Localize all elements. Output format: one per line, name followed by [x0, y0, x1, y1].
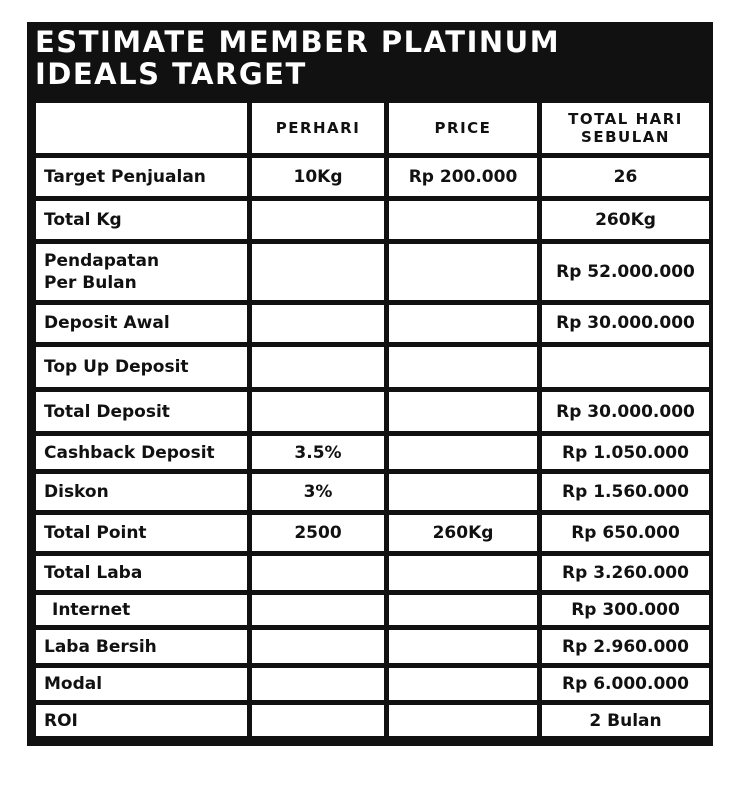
table-row [36, 201, 709, 240]
cell-price [389, 347, 537, 388]
row-label: Total Laba [36, 556, 247, 590]
table-row [36, 630, 709, 663]
cell-total: Rp 300.000 [542, 595, 709, 625]
cell-price [389, 474, 537, 510]
cell-perhari: 3.5% [252, 436, 384, 470]
table-row [36, 158, 709, 196]
cell-price: Rp 200.000 [389, 158, 537, 196]
cell-total: Rp 650.000 [542, 515, 709, 552]
cell-perhari [252, 201, 384, 240]
cell-price [389, 705, 537, 736]
cell-total [542, 347, 709, 388]
row-label: Modal [36, 668, 247, 701]
row-label: Diskon [36, 474, 247, 510]
cell-perhari [252, 392, 384, 431]
cell-price [389, 392, 537, 431]
cell-perhari [252, 556, 384, 590]
cell-perhari [252, 668, 384, 701]
header-total-hari-sebulan: TOTAL HARI SEBULAN [542, 103, 709, 153]
table-row [36, 436, 709, 470]
header-label-column [36, 103, 247, 153]
row-label: Cashback Deposit [36, 436, 247, 470]
cell-price: 260Kg [389, 515, 537, 552]
table-row [36, 347, 709, 388]
table-row [36, 556, 709, 590]
cell-total: Rp 3.260.000 [542, 556, 709, 590]
header-row [36, 103, 709, 153]
cell-perhari: 3% [252, 474, 384, 510]
row-label: Pendapatan Per Bulan [36, 244, 247, 300]
row-label: ROI [36, 705, 247, 736]
cell-perhari [252, 630, 384, 663]
cell-total: Rp 30.000.000 [542, 305, 709, 342]
table-row [36, 705, 709, 736]
cell-total: Rp 30.000.000 [542, 392, 709, 431]
table-row [36, 474, 709, 510]
cell-price [389, 556, 537, 590]
cell-total: Rp 1.050.000 [542, 436, 709, 470]
estimate-table [31, 98, 714, 741]
cell-total: Rp 52.000.000 [542, 244, 709, 300]
table-row [36, 244, 709, 300]
row-label: Deposit Awal [36, 305, 247, 342]
table-row [36, 305, 709, 342]
row-label: Laba Bersih [36, 630, 247, 663]
estimate-sheet [27, 22, 713, 746]
cell-total: 260Kg [542, 201, 709, 240]
cell-price [389, 595, 537, 625]
row-label: Target Penjualan [36, 158, 247, 196]
cell-total: Rp 6.000.000 [542, 668, 709, 701]
header-price: PRICE [389, 103, 537, 153]
table-row [36, 515, 709, 552]
header-perhari: PERHARI [252, 103, 384, 153]
cell-perhari [252, 244, 384, 300]
cell-price [389, 201, 537, 240]
cell-total: Rp 1.560.000 [542, 474, 709, 510]
cell-perhari [252, 595, 384, 625]
cell-total: 26 [542, 158, 709, 196]
cell-price [389, 668, 537, 701]
cell-perhari [252, 705, 384, 736]
row-label: Total Kg [36, 201, 247, 240]
table-row [36, 595, 709, 625]
table-row [36, 668, 709, 701]
row-label: Total Point [36, 515, 247, 552]
cell-perhari: 2500 [252, 515, 384, 552]
cell-price [389, 305, 537, 342]
cell-price [389, 436, 537, 470]
cell-total: Rp 2.960.000 [542, 630, 709, 663]
row-label: Internet [36, 595, 247, 625]
cell-price [389, 630, 537, 663]
cell-perhari [252, 347, 384, 388]
cell-price [389, 244, 537, 300]
sheet-title: ESTIMATE MEMBER PLATINUM IDEALS TARGET [35, 25, 561, 91]
table-row [36, 392, 709, 431]
row-label: Total Deposit [36, 392, 247, 431]
cell-total: 2 Bulan [542, 705, 709, 736]
row-label: Top Up Deposit [36, 347, 247, 388]
cell-perhari [252, 305, 384, 342]
cell-perhari: 10Kg [252, 158, 384, 196]
